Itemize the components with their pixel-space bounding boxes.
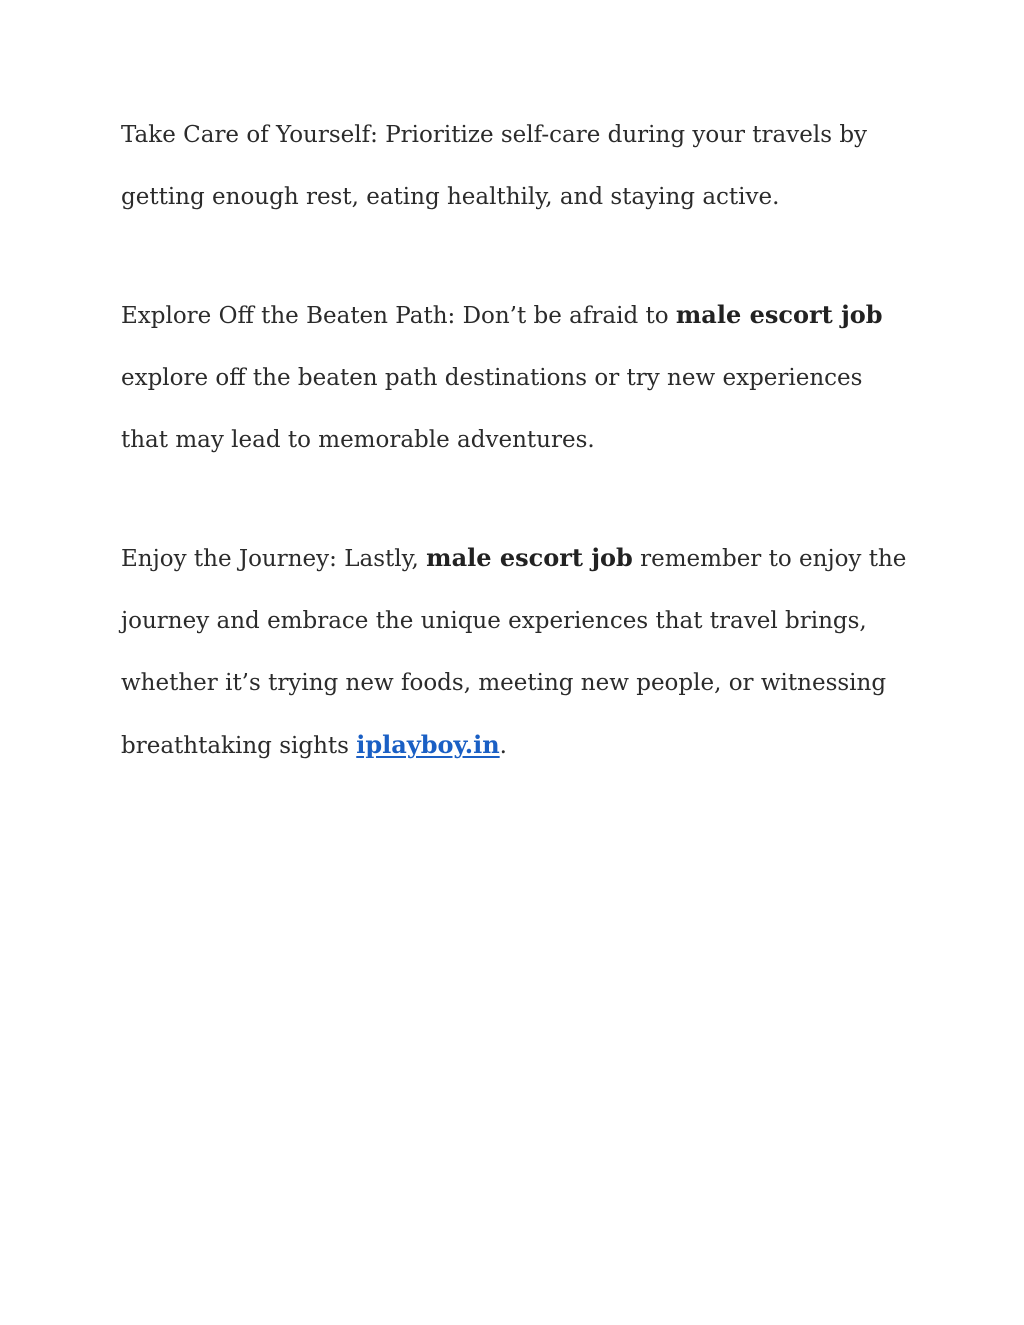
paragraph-off-beaten-path-rest: explore off the beaten path destinations or try new experiences that may lead to memorable adventures.	[121, 365, 863, 453]
paragraph-self-care	[121, 104, 911, 228]
keyword-bold-text: male escort job	[426, 543, 633, 572]
paragraph-enjoy-journey-end: .	[499, 733, 507, 759]
paragraph-enjoy-journey	[121, 527, 911, 777]
paragraph-off-beaten-path	[121, 284, 911, 471]
paragraph-enjoy-journey-middle: remember to enjoy the journey and embrace the unique experiences that travel brings, whether it’s trying new foods, meeting new people, or witnessing breathtaking sights	[121, 546, 907, 759]
paragraph-enjoy-journey-intro: Enjoy the Journey: Lastly,	[121, 546, 427, 572]
document-body	[121, 104, 911, 833]
paragraph-off-beaten-path-intro: Explore Off the Beaten Path: Don’t be afraid to	[121, 303, 676, 329]
site-link[interactable]: iplayboy.in	[356, 730, 500, 759]
paragraph-self-care-text: Take Care of Yourself: Prioritize self-care during your travels by getting enough rest, eating healthily, and staying active.	[121, 122, 868, 210]
keyword-bold-text: male escort job	[675, 300, 883, 329]
